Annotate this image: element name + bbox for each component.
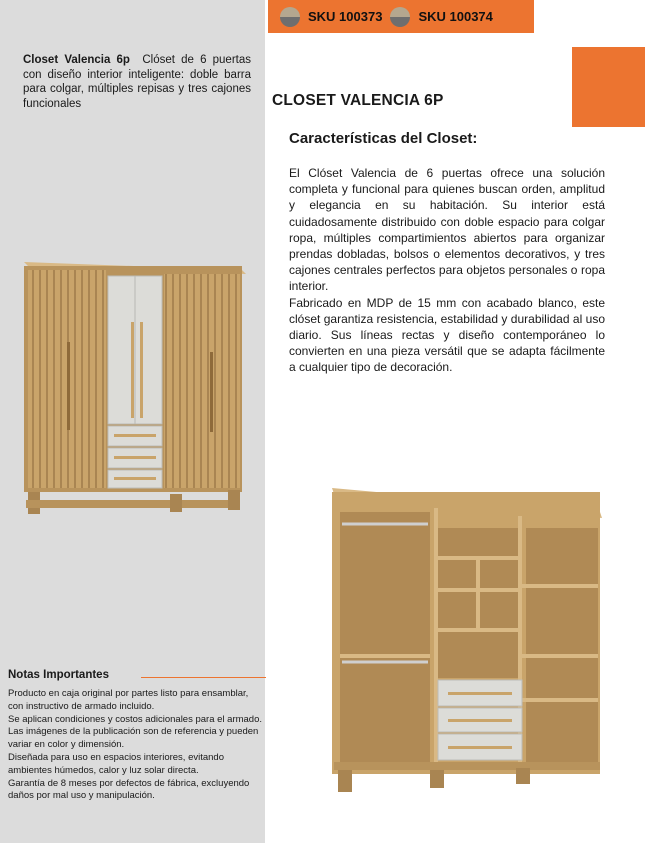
intro-description: Clóset de 6 puertas con diseño interior inteligente: doble barra para colgar, múltiples repisas y tres cajones funcionales xyxy=(23,54,252,110)
sku-label-1: SKU 100373 xyxy=(308,9,383,24)
intro-product-name: Closet Valencia 6p xyxy=(23,54,130,66)
notes-divider xyxy=(141,677,266,678)
note-item: Garantía de 8 meses por defectos de fábrica, excluyendo daños por mal uso y manipulación. xyxy=(8,777,250,802)
color-swatch-icon xyxy=(280,7,300,27)
note-item: Producto en caja original por partes listo para ensamblar, con instructivo de armado incluido. xyxy=(8,688,249,712)
note-item: Diseñada para uso en espacios interiores, evitando ambientes húmedos, calor y luz solar directa. xyxy=(8,751,224,776)
intro-text xyxy=(23,53,251,111)
color-swatch-icon xyxy=(390,7,410,27)
sku-item-1 xyxy=(280,7,382,27)
closet-open-image xyxy=(330,488,610,798)
notes-title: Notas Importantes xyxy=(8,669,109,681)
closet-closed-image xyxy=(20,262,248,522)
section-subtitle: Características del Closet: xyxy=(289,130,478,147)
page-title: CLOSET VALENCIA 6P xyxy=(272,92,444,109)
decorative-square xyxy=(572,47,645,127)
description xyxy=(289,165,605,376)
sku-label-2: SKU 100374 xyxy=(418,9,493,24)
description-paragraph: Fabricado en MDP de 15 mm con acabado blanco, este clóset garantiza resistencia, estabilidad y durabilidad al uso diario. Sus líneas rectas y diseño contemporáneo lo convierten en una pieza versátil que se adapta fácilmente a cualquier tipo de decoración. xyxy=(289,295,605,375)
description-paragraph: El Clóset Valencia de 6 puertas ofrece una solución completa y funcional para quienes buscan orden, amplitud y elegancia en su habitación. Su interior está cuidadosamente distribuido con doble espacio para colgar ropa, múltiples compartimientos abiertos para organizar prendas dobladas, bolsos o elementos decorativos, y tres cajones centrales perfectos para objetos personales o ropa interior. xyxy=(289,166,605,294)
note-item: Las imágenes de la publicación son de referencia y pueden variar en color y dimensión. xyxy=(8,726,259,751)
sku-item-2 xyxy=(390,7,492,27)
note-item: Se aplican condiciones y costos adicionales para el armado. xyxy=(8,713,263,725)
sku-bar xyxy=(268,0,534,33)
notes-list xyxy=(8,688,265,803)
